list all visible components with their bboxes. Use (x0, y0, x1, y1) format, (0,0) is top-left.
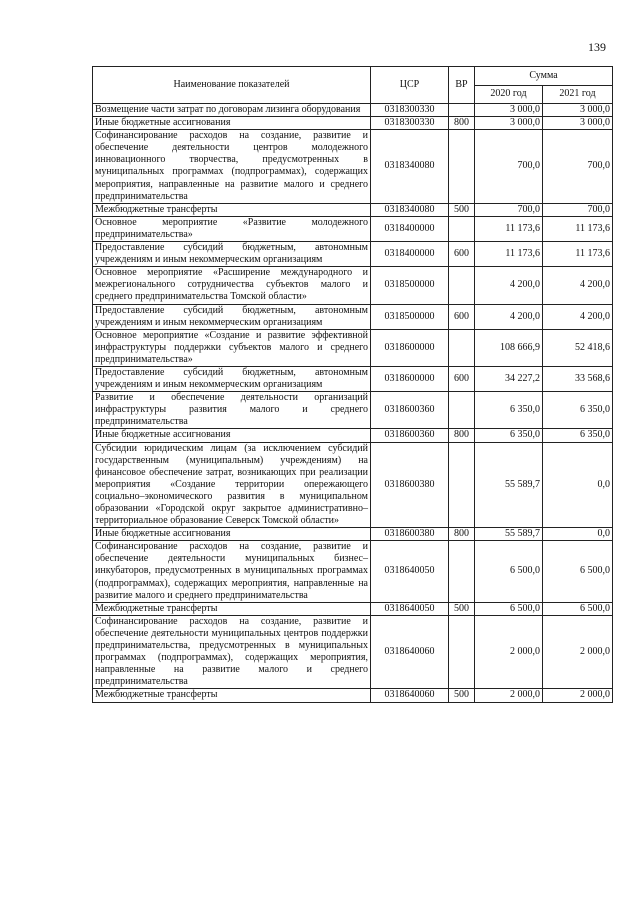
row-sum-2021: 700,0 (543, 203, 613, 216)
row-sum-2021: 700,0 (543, 130, 613, 204)
row-csr-code: 0318300330 (371, 117, 449, 130)
row-vr-code: 600 (449, 304, 475, 329)
row-vr-code: 800 (449, 528, 475, 541)
row-name: Софинансирование расходов на создание, развитие и обеспечение деятельности муниципальных бизнес–инкубаторов, предусмотренных в муниципальных программах (подпрограммах), содержащих мероприятия, направленные на развитие малого и среднего предпринимательства (93, 541, 371, 602)
table-row (93, 602, 613, 615)
row-sum-2020: 4 200,0 (475, 304, 543, 329)
table-row (93, 689, 613, 702)
row-sum-2021: 6 350,0 (543, 429, 613, 442)
row-sum-2021: 4 200,0 (543, 304, 613, 329)
row-sum-2020: 55 589,7 (475, 442, 543, 528)
row-sum-2020: 6 350,0 (475, 429, 543, 442)
row-vr-code (449, 442, 475, 528)
row-sum-2020: 108 666,9 (475, 329, 543, 366)
row-name: Межбюджетные трансферты (93, 602, 371, 615)
row-name: Иные бюджетные ассигнования (93, 429, 371, 442)
budget-table (92, 66, 613, 703)
row-vr-code (449, 541, 475, 602)
row-sum-2021: 33 568,6 (543, 366, 613, 391)
row-vr-code (449, 104, 475, 117)
row-csr-code: 0318640060 (371, 615, 449, 689)
row-sum-2020: 34 227,2 (475, 366, 543, 391)
row-sum-2021: 11 173,6 (543, 216, 613, 241)
row-name: Предоставление субсидий бюджетным, автономным учреждениям и иным некоммерческим организациям (93, 304, 371, 329)
row-sum-2021: 0,0 (543, 528, 613, 541)
table-row (93, 429, 613, 442)
row-name: Основное мероприятие «Создание и развитие эффективной инфраструктуры поддержки субъектов малого и среднего предпринимательства» (93, 329, 371, 366)
row-sum-2020: 4 200,0 (475, 267, 543, 304)
table-header (93, 67, 613, 104)
header-csr: ЦСР (371, 67, 449, 104)
row-sum-2021: 0,0 (543, 442, 613, 528)
row-sum-2021: 2 000,0 (543, 689, 613, 702)
row-sum-2020: 3 000,0 (475, 117, 543, 130)
row-name: Развитие и обеспечение деятельности организаций инфраструктуры развития малого и среднего предпринимательства (93, 392, 371, 429)
row-vr-code (449, 329, 475, 366)
table-row (93, 242, 613, 267)
row-csr-code: 0318500000 (371, 304, 449, 329)
row-vr-code (449, 392, 475, 429)
row-sum-2020: 6 500,0 (475, 602, 543, 615)
row-csr-code: 0318600360 (371, 392, 449, 429)
row-sum-2020: 2 000,0 (475, 689, 543, 702)
row-sum-2021: 2 000,0 (543, 615, 613, 689)
row-sum-2020: 700,0 (475, 203, 543, 216)
table-row (93, 329, 613, 366)
table-row (93, 392, 613, 429)
row-vr-code (449, 130, 475, 204)
header-vr: ВР (449, 67, 475, 104)
row-vr-code: 600 (449, 366, 475, 391)
row-name: Возмещение части затрат по договорам лизинга оборудования (93, 104, 371, 117)
table-row (93, 216, 613, 241)
row-sum-2021: 52 418,6 (543, 329, 613, 366)
row-csr-code: 0318340080 (371, 130, 449, 204)
table-row (93, 541, 613, 602)
row-vr-code (449, 615, 475, 689)
table-body (93, 104, 613, 703)
row-sum-2021: 3 000,0 (543, 117, 613, 130)
row-csr-code: 0318340080 (371, 203, 449, 216)
row-name: Предоставление субсидий бюджетным, автономным учреждениям и иным некоммерческим организациям (93, 366, 371, 391)
table-row (93, 442, 613, 528)
row-csr-code: 0318400000 (371, 242, 449, 267)
table-row (93, 528, 613, 541)
row-sum-2021: 6 500,0 (543, 541, 613, 602)
row-csr-code: 0318400000 (371, 216, 449, 241)
row-csr-code: 0318640050 (371, 602, 449, 615)
table-row (93, 104, 613, 117)
row-name: Основное мероприятие «Развитие молодежного предпринимательства» (93, 216, 371, 241)
table-row (93, 366, 613, 391)
row-sum-2021: 6 500,0 (543, 602, 613, 615)
row-vr-code (449, 216, 475, 241)
row-sum-2020: 55 589,7 (475, 528, 543, 541)
row-name: Межбюджетные трансферты (93, 689, 371, 702)
row-sum-2020: 6 350,0 (475, 392, 543, 429)
row-name: Софинансирование расходов на создание, развитие и обеспечение деятельности центров молодежного инновационного творчества, предусмотренных в муниципальных программах (подпрограммах), содержащих мероприятия, направленные на развитие малого и среднего предпринимательства (93, 130, 371, 204)
row-sum-2020: 11 173,6 (475, 242, 543, 267)
row-vr-code (449, 267, 475, 304)
header-sum: Сумма (475, 67, 613, 86)
row-vr-code: 500 (449, 602, 475, 615)
row-csr-code: 0318600380 (371, 442, 449, 528)
row-name: Межбюджетные трансферты (93, 203, 371, 216)
header-year-2020: 2020 год (475, 85, 543, 104)
table-row (93, 267, 613, 304)
row-csr-code: 0318640060 (371, 689, 449, 702)
row-sum-2020: 700,0 (475, 130, 543, 204)
table-row (93, 304, 613, 329)
row-name: Субсидии юридическим лицам (за исключением субсидий государственным (муниципальным) учреждениям) на финансовое обеспечение затрат, возникающих при реализации мероприятия «Создание территории опережающего социально–экономического развития в муниципальном образовании «Городской округ закрытое административно–территориальное образование Северск Томской области» (93, 442, 371, 528)
row-vr-code: 500 (449, 203, 475, 216)
header-year-2021: 2021 год (543, 85, 613, 104)
table-row (93, 615, 613, 689)
row-name: Основное мероприятие «Расширение международного и межрегионального сотрудничества субъектов малого и среднего предпринимательства Томской области» (93, 267, 371, 304)
row-csr-code: 0318640050 (371, 541, 449, 602)
row-sum-2021: 3 000,0 (543, 104, 613, 117)
row-vr-code: 800 (449, 429, 475, 442)
row-name: Предоставление субсидий бюджетным, автономным учреждениям и иным некоммерческим организациям (93, 242, 371, 267)
row-csr-code: 0318300330 (371, 104, 449, 117)
row-csr-code: 0318500000 (371, 267, 449, 304)
table-row (93, 117, 613, 130)
row-vr-code: 500 (449, 689, 475, 702)
row-sum-2020: 6 500,0 (475, 541, 543, 602)
row-sum-2020: 3 000,0 (475, 104, 543, 117)
header-name: Наименование показателей (93, 67, 371, 104)
row-sum-2021: 6 350,0 (543, 392, 613, 429)
page-number: 139 (588, 40, 606, 54)
row-name: Иные бюджетные ассигнования (93, 528, 371, 541)
row-sum-2021: 11 173,6 (543, 242, 613, 267)
row-vr-code: 800 (449, 117, 475, 130)
row-csr-code: 0318600000 (371, 329, 449, 366)
row-sum-2020: 2 000,0 (475, 615, 543, 689)
row-sum-2020: 11 173,6 (475, 216, 543, 241)
row-csr-code: 0318600360 (371, 429, 449, 442)
row-vr-code: 600 (449, 242, 475, 267)
row-name: Софинансирование расходов на создание, развитие и обеспечение деятельности муниципальных центров поддержки предпринимательства, предусмотренных в муниципальных программах (подпрограммах), содержащих мероприятия, направленные на развитие малого и среднего предпринимательства (93, 615, 371, 689)
row-sum-2021: 4 200,0 (543, 267, 613, 304)
row-csr-code: 0318600000 (371, 366, 449, 391)
row-name: Иные бюджетные ассигнования (93, 117, 371, 130)
table-row (93, 203, 613, 216)
row-csr-code: 0318600380 (371, 528, 449, 541)
table-row (93, 130, 613, 204)
